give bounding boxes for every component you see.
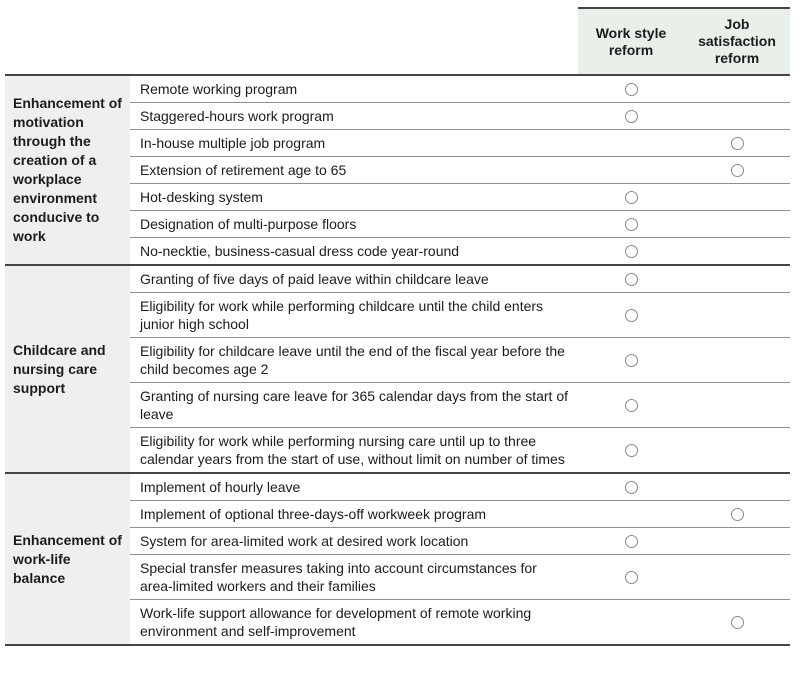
job-satisfaction-reform-cell	[684, 76, 790, 102]
table-header	[5, 7, 790, 74]
job-satisfaction-reform-cell	[684, 474, 790, 500]
group-section	[5, 76, 790, 264]
group-section	[5, 264, 790, 472]
job-satisfaction-reform-cell	[684, 528, 790, 554]
row-description: Remote working program	[140, 81, 298, 97]
circle-mark	[731, 137, 744, 150]
table-row	[130, 554, 790, 599]
job-satisfaction-reform-cell	[684, 157, 790, 183]
circle-mark	[625, 191, 638, 204]
table-body	[5, 74, 790, 646]
group-rows	[130, 474, 790, 644]
job-satisfaction-reform-cell	[684, 293, 790, 337]
column-header-job-satisfaction-reform: Job satisfaction reform	[684, 7, 790, 74]
circle-mark	[625, 354, 638, 367]
circle-mark	[625, 535, 638, 548]
work-style-reform-cell	[578, 76, 684, 102]
job-satisfaction-reform-cell	[684, 600, 790, 644]
column-header-work-style-reform: Work style reform	[578, 7, 684, 74]
group-rows	[130, 266, 790, 472]
table-row	[130, 292, 790, 337]
work-style-reform-cell	[578, 555, 684, 599]
row-description: Extension of retirement age to 65	[140, 162, 347, 178]
row-description: Eligibility for childcare leave until the end of the fiscal year before the child becomes age 2	[140, 343, 565, 377]
circle-mark	[625, 309, 638, 322]
circle-mark	[625, 399, 638, 412]
row-description: In-house multiple job program	[140, 135, 326, 151]
work-style-reform-cell	[578, 157, 684, 183]
circle-mark	[625, 273, 638, 286]
job-satisfaction-reform-cell	[684, 238, 790, 264]
circle-mark	[731, 508, 744, 521]
circle-mark	[625, 571, 638, 584]
table-row	[130, 266, 790, 292]
job-satisfaction-reform-cell	[684, 338, 790, 382]
work-style-reform-cell	[578, 474, 684, 500]
row-description: Eligibility for work while performing nursing care until up to three calendar years from the start of use, without limit on number of times	[140, 433, 565, 467]
table-row	[130, 337, 790, 382]
table-row	[130, 500, 790, 527]
work-style-reform-cell	[578, 293, 684, 337]
job-satisfaction-reform-cell	[684, 501, 790, 527]
work-style-reform-cell	[578, 528, 684, 554]
group-rows	[130, 76, 790, 264]
row-description: Granting of five days of paid leave within childcare leave	[140, 271, 489, 287]
job-satisfaction-reform-cell	[684, 428, 790, 472]
work-style-reform-cell	[578, 238, 684, 264]
circle-mark	[625, 110, 638, 123]
work-style-reform-cell	[578, 428, 684, 472]
job-satisfaction-reform-cell	[684, 383, 790, 427]
work-style-reform-cell	[578, 600, 684, 644]
work-style-reform-cell	[578, 103, 684, 129]
table-row	[130, 76, 790, 102]
group-label: Enhancement of work-life balance	[5, 474, 130, 644]
circle-mark	[625, 245, 638, 258]
reform-programs-table	[5, 7, 790, 646]
table-row	[130, 599, 790, 644]
circle-mark	[625, 218, 638, 231]
table-row	[130, 527, 790, 554]
job-satisfaction-reform-cell	[684, 211, 790, 237]
work-style-reform-cell	[578, 130, 684, 156]
row-description: Designation of multi-purpose floors	[140, 216, 357, 232]
row-description: Implement of optional three-days-off workweek program	[140, 506, 487, 522]
row-description: Staggered-hours work program	[140, 108, 334, 124]
job-satisfaction-reform-cell	[684, 184, 790, 210]
row-description: Special transfer measures taking into account circumstances for area-limited workers and their families	[140, 560, 537, 594]
job-satisfaction-reform-cell	[684, 103, 790, 129]
job-satisfaction-reform-cell	[684, 130, 790, 156]
table-row	[130, 183, 790, 210]
circle-mark	[625, 481, 638, 494]
table-row	[130, 382, 790, 427]
row-description: No-necktie, business-casual dress code year-round	[140, 243, 460, 259]
work-style-reform-cell	[578, 184, 684, 210]
group-label: Childcare and nursing care support	[5, 266, 130, 472]
circle-mark	[625, 444, 638, 457]
row-description: Work-life support allowance for development of remote working environment and self-improvement	[140, 605, 532, 639]
row-description: Hot-desking system	[140, 189, 263, 205]
table-row	[130, 427, 790, 472]
table-row	[130, 156, 790, 183]
work-style-reform-cell	[578, 211, 684, 237]
group-label: Enhancement of motivation through the creation of a workplace environment conducive to work	[5, 76, 130, 264]
circle-mark	[731, 616, 744, 629]
job-satisfaction-reform-cell	[684, 266, 790, 292]
circle-mark	[731, 164, 744, 177]
row-description: System for area-limited work at desired work location	[140, 533, 469, 549]
work-style-reform-cell	[578, 383, 684, 427]
work-style-reform-cell	[578, 266, 684, 292]
table-row	[130, 474, 790, 500]
group-section	[5, 472, 790, 644]
row-description: Implement of hourly leave	[140, 479, 301, 495]
table-row	[130, 210, 790, 237]
table-row	[130, 102, 790, 129]
table-row	[130, 129, 790, 156]
work-style-reform-cell	[578, 338, 684, 382]
row-description: Eligibility for work while performing childcare until the child enters junior high school	[140, 298, 544, 332]
table-row	[130, 237, 790, 264]
work-style-reform-cell	[578, 501, 684, 527]
row-description: Granting of nursing care leave for 365 calendar days from the start of leave	[140, 388, 569, 422]
circle-mark	[625, 83, 638, 96]
header-spacer	[5, 7, 578, 74]
job-satisfaction-reform-cell	[684, 555, 790, 599]
